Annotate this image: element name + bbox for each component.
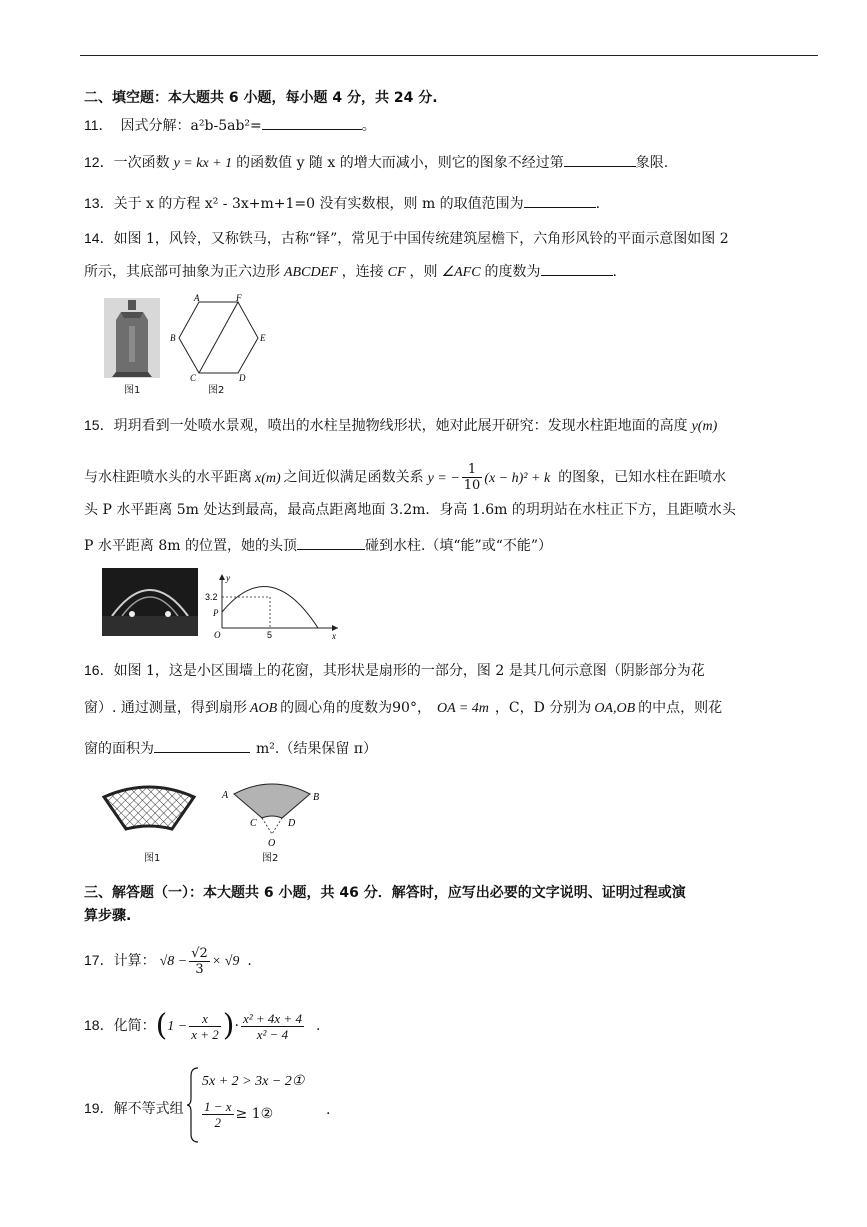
question-15-line1 [84, 415, 717, 437]
question-16-line2 [84, 698, 722, 719]
question-17 [84, 945, 252, 977]
q19-brace [186, 1066, 200, 1144]
q12-post: 的函数值 y 随 x 的增大而减小，则它的图象不经过第 [236, 155, 564, 171]
q19-tail: . [326, 1102, 331, 1118]
q12-answer-blank[interactable] [564, 152, 636, 167]
q18-number: 18． [84, 1017, 114, 1033]
question-18 [84, 1008, 320, 1044]
question-12 [84, 152, 668, 174]
q19-pre: 解不等式组 [113, 1101, 184, 1117]
q16-oa: OA = 4m [436, 701, 489, 716]
q17-tail: . [247, 953, 252, 969]
q16-fig1-caption: 图1 [144, 853, 161, 864]
q13-number: 13． [84, 195, 114, 211]
graph-p-label: P [213, 608, 219, 618]
q19-ineq2-rest: ≥ 1② [235, 1106, 274, 1122]
q15-fraction [462, 462, 483, 493]
q16-fig2-caption: 图2 [262, 853, 279, 864]
q14-line2-pre: 所示，其底部可抽象为正六边形 [84, 264, 280, 280]
q14-fig2-caption: 图2 [208, 385, 225, 396]
graph-x-label: x [332, 631, 336, 640]
q15-formula-right: (x − h)² + k [484, 470, 551, 486]
q11-answer-blank[interactable] [262, 115, 362, 130]
q14-answer-blank[interactable] [541, 261, 613, 276]
q16-unit: m² [256, 741, 275, 757]
q17-expr-a: √8 − [159, 954, 188, 969]
q17-fraction [189, 946, 210, 977]
q15-line2-post: 的图象，已知水柱在距喷水 [558, 469, 727, 486]
question-15-line3: 头 P 水平距离 5m 处达到最高，最高点距离地面 3.2m．身高 1.6m 的玥玥站在水柱正下方，且距喷水头 [84, 502, 736, 518]
section3-title-line2: 算步骤. [84, 908, 132, 924]
q14-line2-post: 的度数为 [484, 264, 541, 280]
hexagon-diagram [166, 293, 270, 383]
q19-fraction [202, 1099, 234, 1130]
q15-line2-mid: 之间近似满足函数关系 [283, 469, 424, 486]
parabola-graph [204, 568, 344, 640]
q18-right-paren: ) [222, 1008, 235, 1043]
q16-line2-post: ，C，D 分别为 [494, 700, 592, 716]
q16-number: 16． [84, 662, 114, 678]
q15-frac-num: 1 [462, 462, 483, 478]
q12-number: 12． [84, 154, 114, 170]
q19-frac-num: 1 − x [204, 1098, 232, 1114]
q15-number: 15． [84, 417, 114, 433]
section3-title-line1: 三、解答题（一）：本大题共 6 小题，共 46 分．解答时，应写出必要的文字说明、证明过程或演 [84, 885, 686, 901]
q15-formula-left: y = − [427, 470, 460, 486]
q11-tail: 。 [361, 118, 376, 134]
q16-line3-pre: 窗的面积为 [84, 741, 154, 757]
q16-answer-blank[interactable] [154, 738, 250, 753]
vertex-a: A [194, 293, 200, 303]
point-d: D [288, 818, 296, 829]
q17-number: 17． [84, 952, 114, 968]
q17-expr-b: × √9 [211, 954, 240, 969]
q13-tail: . [595, 196, 601, 212]
q18-f2-den: x² − 4 [256, 1026, 289, 1042]
q18-f2-num: x² + 4x + 4 [242, 1010, 302, 1026]
question-16-line1 [84, 660, 705, 681]
q12-pre: 一次函数 [113, 155, 170, 171]
question-11 [84, 115, 376, 136]
q13-text: 关于 x 的方程 x² - 3x+m+1=0 没有实数根，则 m 的取值范围为 [113, 196, 524, 212]
graph-origin-label: O [214, 630, 221, 640]
q16-sector: AOB [249, 701, 278, 716]
section2-title: 二、填空题：本大题共 6 小题，每小题 4 分，共 24 分. [84, 90, 438, 106]
question-19-label [84, 1098, 184, 1119]
q18-left-paren: ( [155, 1008, 168, 1043]
point-c: C [250, 818, 257, 829]
q14-fig1-caption: 图1 [124, 385, 141, 396]
q14-hexagon-name: ABCDEF [284, 265, 338, 280]
q14-tail: . [612, 264, 617, 280]
q16-midpoints: OA,OB [594, 701, 636, 716]
question-13 [84, 193, 600, 214]
q18-one-minus: 1 − [167, 1019, 188, 1034]
q15-x-unit: x(m) [255, 470, 281, 486]
q15-line1: 玥玥看到一处喷水景观，喷出的水柱呈抛物线形状，她对此展开研究：发现水柱距地面的高度 [113, 418, 688, 434]
header-rule [80, 55, 818, 56]
point-a: A [222, 790, 229, 801]
q18-fraction-1 [189, 1011, 221, 1042]
q18-fraction-2 [241, 1011, 304, 1042]
q14-segment: CF [387, 265, 406, 280]
question-15-line2 [84, 462, 726, 493]
q16-line2-mid: 的圆心角的度数为90°， [280, 700, 431, 716]
q18-f1-num: x [189, 1011, 221, 1027]
q18-dot: · [234, 1018, 239, 1034]
q16-line2-pre: 窗）. 通过测量，得到扇形 [84, 700, 247, 716]
point-o: O [268, 838, 276, 849]
q11-number: 11． [84, 117, 113, 133]
q12-formula: y = kx + 1 [173, 156, 233, 171]
q19-inequality-2 [200, 1094, 273, 1134]
q11-text: 因式分解：a²b-5ab²= [120, 118, 262, 134]
sector-diagram [218, 778, 328, 850]
point-b: B [313, 792, 320, 803]
q19-frac-den: 2 [214, 1114, 222, 1130]
graph-xpeak-label: 5 [267, 630, 273, 640]
q18-f1-den: x + 2 [191, 1026, 219, 1042]
q17-frac-den: 3 [195, 961, 204, 977]
q17-pre: 计算： [113, 953, 156, 969]
q19-inequality-1: 5x + 2 > 3x − 2① [202, 1074, 305, 1089]
q13-answer-blank[interactable] [524, 193, 596, 208]
vertex-b: B [170, 333, 176, 343]
question-15-line4 [84, 535, 552, 556]
q17-frac-num: √2 [191, 945, 208, 961]
q18-pre: 化简： [113, 1018, 156, 1034]
q18-tail: . [315, 1018, 321, 1034]
vertex-c: C [190, 373, 197, 383]
q15-line2-pre: 与水柱距喷水头的水平距离 [84, 469, 252, 486]
q14-line2-mid: ，连接 [341, 264, 384, 280]
vertex-d: D [239, 373, 246, 383]
q16-line3-post: .（结果保留 π） [274, 741, 377, 757]
q15-y-unit: y(m) [691, 419, 718, 434]
q14-line2-mid2: ，则 [409, 264, 438, 280]
fountain-photo [102, 568, 198, 636]
q14-line1: 如图 1，风铃，又称铁马，古称“铎”，常见于中国传统建筑屋檐下，六角形风铃的平面示意图如图 2 [113, 231, 729, 247]
wind-chime-photo [104, 298, 160, 378]
q16-line1: 如图 1，这是小区围墙上的花窗，其形状是扇形的一部分，图 2 是其几何示意图（阴影部分为花 [113, 663, 705, 679]
q15-line4-pre: P 水平距离 8m 的位置，她的头顶 [84, 538, 297, 554]
question-14-line2 [84, 261, 617, 283]
q14-angle: ∠AFC [441, 265, 481, 280]
q15-frac-den: 10 [463, 478, 481, 493]
q16-line2-tail: 的中点，则花 [638, 700, 723, 716]
graph-y-label: y [226, 573, 230, 583]
vertex-e: E [260, 333, 266, 343]
q15-answer-blank[interactable] [297, 535, 365, 550]
q14-number: 14． [84, 230, 114, 246]
q19-number: 19． [84, 1100, 114, 1116]
question-16-line3 [84, 738, 377, 759]
vertex-f: F [236, 293, 242, 303]
flower-window-photo [100, 783, 198, 835]
question-14-line1 [84, 228, 729, 249]
q15-line4-post: 碰到水柱.（填“能”或“不能”） [364, 538, 553, 554]
q12-tail: 象限. [635, 155, 669, 171]
graph-ymax-label: 3.2 [205, 592, 218, 602]
